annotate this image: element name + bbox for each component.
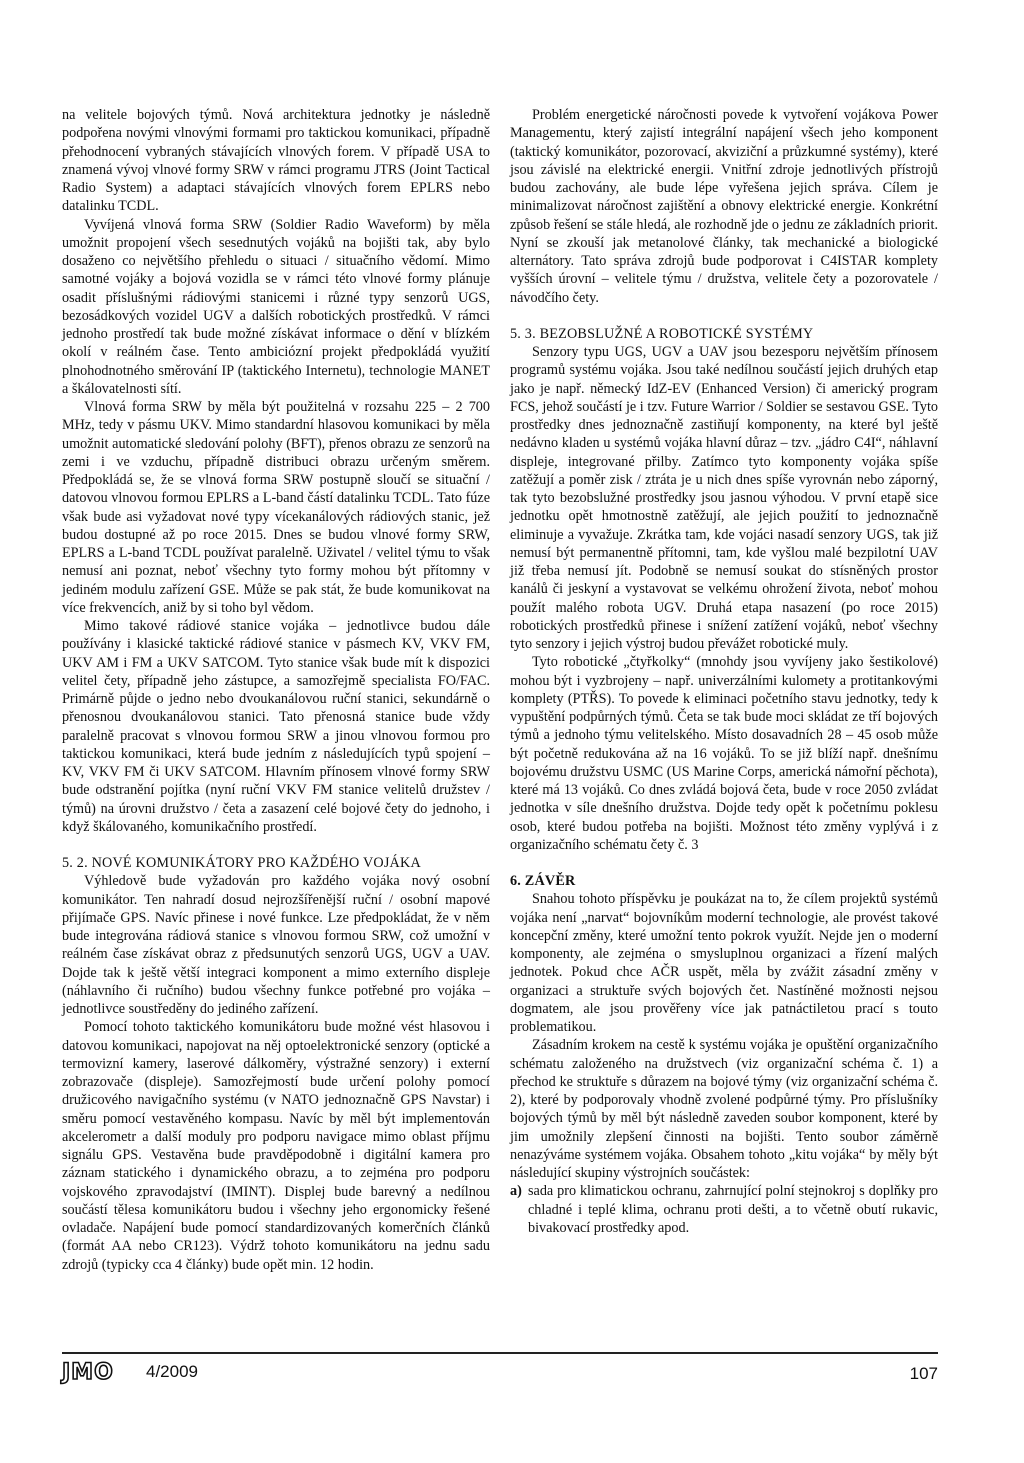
paragraph: Vyvíjená vlnová forma SRW (Soldier Radio Waveform) by měla umožnit propojení všech sesednutých vojáků na bojišti tak, aby bylo dosaženo co největšího přehledu o situaci / situačního vědomí. Mimo samotné vojáky a bojová vozidla se v rámci této vlnové formy plánuje osadit příslušnými rádiovými stanicemi i různé typy senzorů UGS, bezosádkových vozidel UGV a dalších robotických prostředků. V rámci jednoho prostředí tak bude možné získávat informace o dění v blízkém okolí v reálném čase. Tento ambiciózní projekt předpokládá využití plnohodnotného směrování IP (taktického Internetu), technologie MANET a škálovatelnosti sítí. bbox=[62, 216, 490, 397]
paragraph: Vlnová forma SRW by měla být použitelná v rozsahu 225 – 2 700 MHz, tedy v pásmu UKV. Mimo standardní hlasovou komunikaci by měla umožnit automatické sledování polohy (BFT), přenos obrazu ze senzorů na zemi i ve vzduchu, případně distribuci obrazu určeným směrem. Předpokládá se, že se vlnová forma SRW postupně sloučí se situační / datovou vlnovou formou EPLRS a L-band částí datalinku TCDL. Tato fúze však bude asi vyžadovat nové typy vícekanálových rádiových stanic, jež budou dostupné až po roce 2015. Dnes se budou vlnové formy SRW, EPLRS a L-band TCDL používat paralelně. Uživatel / velitel týmu to však nemusí ani poznat, neboť všechny tyto formy mohou být přítomny v jediném modulu zařízení GSE. Může se pak stát, že bude komunikovat na více frekvencích, aniž by si toho byl vědom. bbox=[62, 399, 490, 616]
issue-number: 4/2009 bbox=[146, 1362, 198, 1381]
footer-divider bbox=[62, 1352, 938, 1354]
paragraph: Zásadním krokem na cestě k systému vojáka je opuštění organizačního schématu založeného na družstvech (viz organizační schéma č. 1) a přechod ke struktuře s důrazem na bojové týmy (viz organizační schéma č. 2), které by podporovaly vhodně zvolené podpůrné týmy. Pro příslušníky bojových týmů by měl být následně zaveden soubor komponent, které by jim umožnily zlepšení činnosti na bojišti. Tento soubor záměrně nenazýváme systémem vojáka. Obsahem tohoto „kitu vojáka“ by měly být následující skupiny výstrojních součástek: bbox=[510, 1037, 938, 1181]
section-heading-5-2: 5. 2. NOVÉ KOMUNIKÁTORY PRO KAŽDÉHO VOJÁKA bbox=[62, 855, 421, 871]
right-column bbox=[510, 106, 938, 1237]
paragraph: Mimo takové rádiové stanice vojáka – jednotlivce budou dále používány i klasické taktické rádiové stanice v pásmech KV, VKV FM, UKV AM i FM a UKV SATCOM. Tyto stanice však bude mít k dispozici velitel čety, případně jeho zástupce, a samozřejmě specialista FO/FAC. Primárně půjde o jedno nebo dvoukanálovou ruční stanici, sekundárně o přenosnou dvoukanálovou stanici. Tato přenosná stanice bude vždy paralelně pracovat s vlnovou formou SRW a jinou vlnovou formou pro taktickou komunikaci, která bude jedním z následujících typů spojení – KV, VKV FM či UKV SATCOM. Hlavním přínosem vlnové formy SRW bude odstranění pojítka (nyní ruční VKV FM stanice velitelů družstev / týmů) na úrovni družstvo / četa a zasazení celé bojové čety do jednoho, i když škálovaného, komunikačního prostředí. bbox=[62, 618, 490, 835]
equipment-list bbox=[510, 1182, 938, 1237]
page-number: 107 bbox=[909, 1364, 938, 1383]
list-marker: a) bbox=[510, 1183, 522, 1200]
paragraph: Snahou tohoto příspěvku je poukázat na to, že cílem projektů systémů vojáka není „narvat“ bojovníkům moderní technologie, ale provést takové koncepční změny, které umožní tento pokrok využít. Nejde jen o moderní komponenty, ale zejména o smysluplnou organizaci a řízení malých jednotek. Pokud chce AČR uspět, měla by zvážit zásadní změny v organizaci a struktuře svých bojových čet. Nastíněné možnosti nejsou dogmatem, ale jsou prověřeny více jak patnáctiletou prací s touto problematikou. bbox=[510, 891, 938, 1035]
page-footer bbox=[62, 1360, 938, 1390]
paragraph: Problém energetické náročnosti povede k vytvoření vojákova Power Managementu, který zajistí integrální napájení všech jeho komponent (taktický komunikátor, pozorovací, akviziční a průzkumné systémy), které jsou závislé na elektrické energii. Vnitřní zdroje jednotlivých přístrojů budou zachovány, ale bude lépe vyřešena jejich správa. Cílem je minimalizovat náročnost zajištění a obnovy elektrické energie. Konkrétní způsob řešení se stále hledá, ale rozhodně jde o jednu ze základních priorit. Nyní se zkouší jak metanolové články, tak mechanické a biologické alternátory. Tato správa zdrojů bude podporovat i C4ISTAR komplety vyšších úrovní – velitele týmu / družstva, velitele čety a pozorovatele / návodčího čety. bbox=[510, 107, 938, 306]
paragraph: Výhledově bude vyžadován pro každého vojáka nový osobní komunikátor. Ten nahradí dosud nejrozšířenější ruční / osobní mapové přijímače GPS. Navíc přinese i nové funkce. Lze předpokládat, že v něm bude integrována rádiová stanice s vlnovou formou SRW, což umožní v reálném čase získávat obraz z předsunutých senzorů UGS, UGV a UAV. Dojde tak k ještě větší integraci komponent a mimo externího displeje (náhlavního či ručního) budou všechny funkce potřebné pro vojáka – jednotlivce soustředěny do jediného zařízení. bbox=[62, 873, 490, 1017]
section-heading-6: 6. ZÁVĚR bbox=[510, 873, 576, 889]
paragraph: Pomocí tohoto taktického komunikátoru bude možné vést hlasovou i datovou komunikaci, napojovat na něj optoelektronické senzory (optické a termovizní kamery, laserové dálkoměry, výstražné senzory) i externí zobrazovače (displeje). Samozřejmostí bude určení polohy pomocí družicového navigačního systému (v NATO jednoznačně GPS Navstar) i směru pomocí vestavěného kompasu. Navíc by měl být implementován akcelerometr a další moduly pro podporu navigace mimo oblast příjmu signálu GPS. Vestavěna bude pravděpodobně i digitální kamera pro záznam statického i dynamického obrazu, a to zejména pro podporu vojskového zpravodajství (IMINT). Displej bude barevný a nedílnou součástí tělesa komunikátoru budou i všechny jeho ergonomicky řešené ovladače. Napájení bude pomocí standardizovaných komerčních článků (formát AA nebo CR123). Výdrž tohoto komunikátoru na jednu sadu zdrojů (typicky cca 4 články) bude opět min. 12 hodin. bbox=[62, 1019, 490, 1273]
list-item-text: sada pro klimatickou ochranu, zahrnující polní stejnokroj s doplňky pro chladné i teplé klima, ochranu proti dešti, a to včetně obutí rukavic, bivakovací prostředky apod. bbox=[528, 1183, 938, 1236]
section-heading-5-3: 5. 3. BEZOBSLUŽNÉ A ROBOTICKÉ SYSTÉMY bbox=[510, 325, 814, 342]
paragraph: Senzory typu UGS, UGV a UAV jsou bezesporu největším přínosem programů systému vojáka. Jsou také nedílnou součástí jejich druhých etap jako je např. německý IdZ-EV (Enhanced Version) či americký program FCS, jehož součástí je i tzv. Future Warrior / Soldier se sestavou GSE. Tyto prostředky dnes jednoznačně zastiňují komponenty, na které byl ještě nedávno kladen u systémů vojáka hlavní důraz – tzv. „jádro C4I“, náhlavní displeje, integrované přilby. Zatímco tyto komponenty vojáka spíše zatěžují a poměr zisk / ztráta je u nich dnes spíše vyrovnán nebo záporný, tak tyto bezobslužné prostředky jsou jasnou výhodou. V první etapě sice jednotku opět hmotnostně zatěžují, ale jejich použití to jednoznačně eliminuje a vyvažuje. Zkrátka tam, kde vojáci nasadí senzory UGS, tak již nemusí být permanentně přítomni, tam, kde vyšlou malé bezpilotní UAV již třeba nemusí jít. Podobně se nemusí soukat do stísněných prostor kanálů či jeskyní a vystavovat se velkému ohrožení života, neboť mohou použít malého robota UGV. Druhá etapa nasazení (po roce 2015) robotických prostředků přinese i snížení zatížení vojáků, neboť všechny tyto senzory i jejich výstroj budou převážet robotické muly. bbox=[510, 344, 938, 652]
list-item bbox=[510, 1182, 938, 1237]
journal-logo: JMO bbox=[62, 1360, 114, 1385]
paragraph: na velitele bojových týmů. Nová architektura jednotky je následně podpořena novými vlnovými formami pro taktickou komunikaci, případně přehodnocení vybraných stávajících vlnových forem. V případě USA to znamená vývoj vlnové formy SRW v rámci programu JTRS (Joint Tactical Radio System) a adaptaci stávajících vlnových forem EPLRS nebo datalinku TCDL. bbox=[62, 107, 490, 215]
paragraph: Tyto robotické „čtyřkolky“ (mnohdy jsou vyvíjeny jako šestikolové) mohou být i vyzbrojeny – např. univerzálními kulomety a protitankovými komplety (PTŘS). To povede k eliminaci početního stavu jednotky, tedy k vypuštění podpůrných týmů. Četa se tak bude moci skládat ze tří bojových týmů a jednoho týmu velitelského. Místo dosavadních 28 – 45 osob může být početně redukována až na 16 vojáků. To se již blíží např. dnešnímu bojovému družstvu USMC (US Marine Corps, americká námořní pěchota), které má 13 vojáků. Co dnes zvládá bojová četa, bude v roce 2050 zvládat jednotka v síle dnešního družstva. Dojde tedy opět k početnímu poklesu osob, které budou potřeba na bojišti. Možnost této změny vyplývá i z organizačního schématu čety č. 3 bbox=[510, 654, 938, 853]
left-column bbox=[62, 106, 490, 1274]
